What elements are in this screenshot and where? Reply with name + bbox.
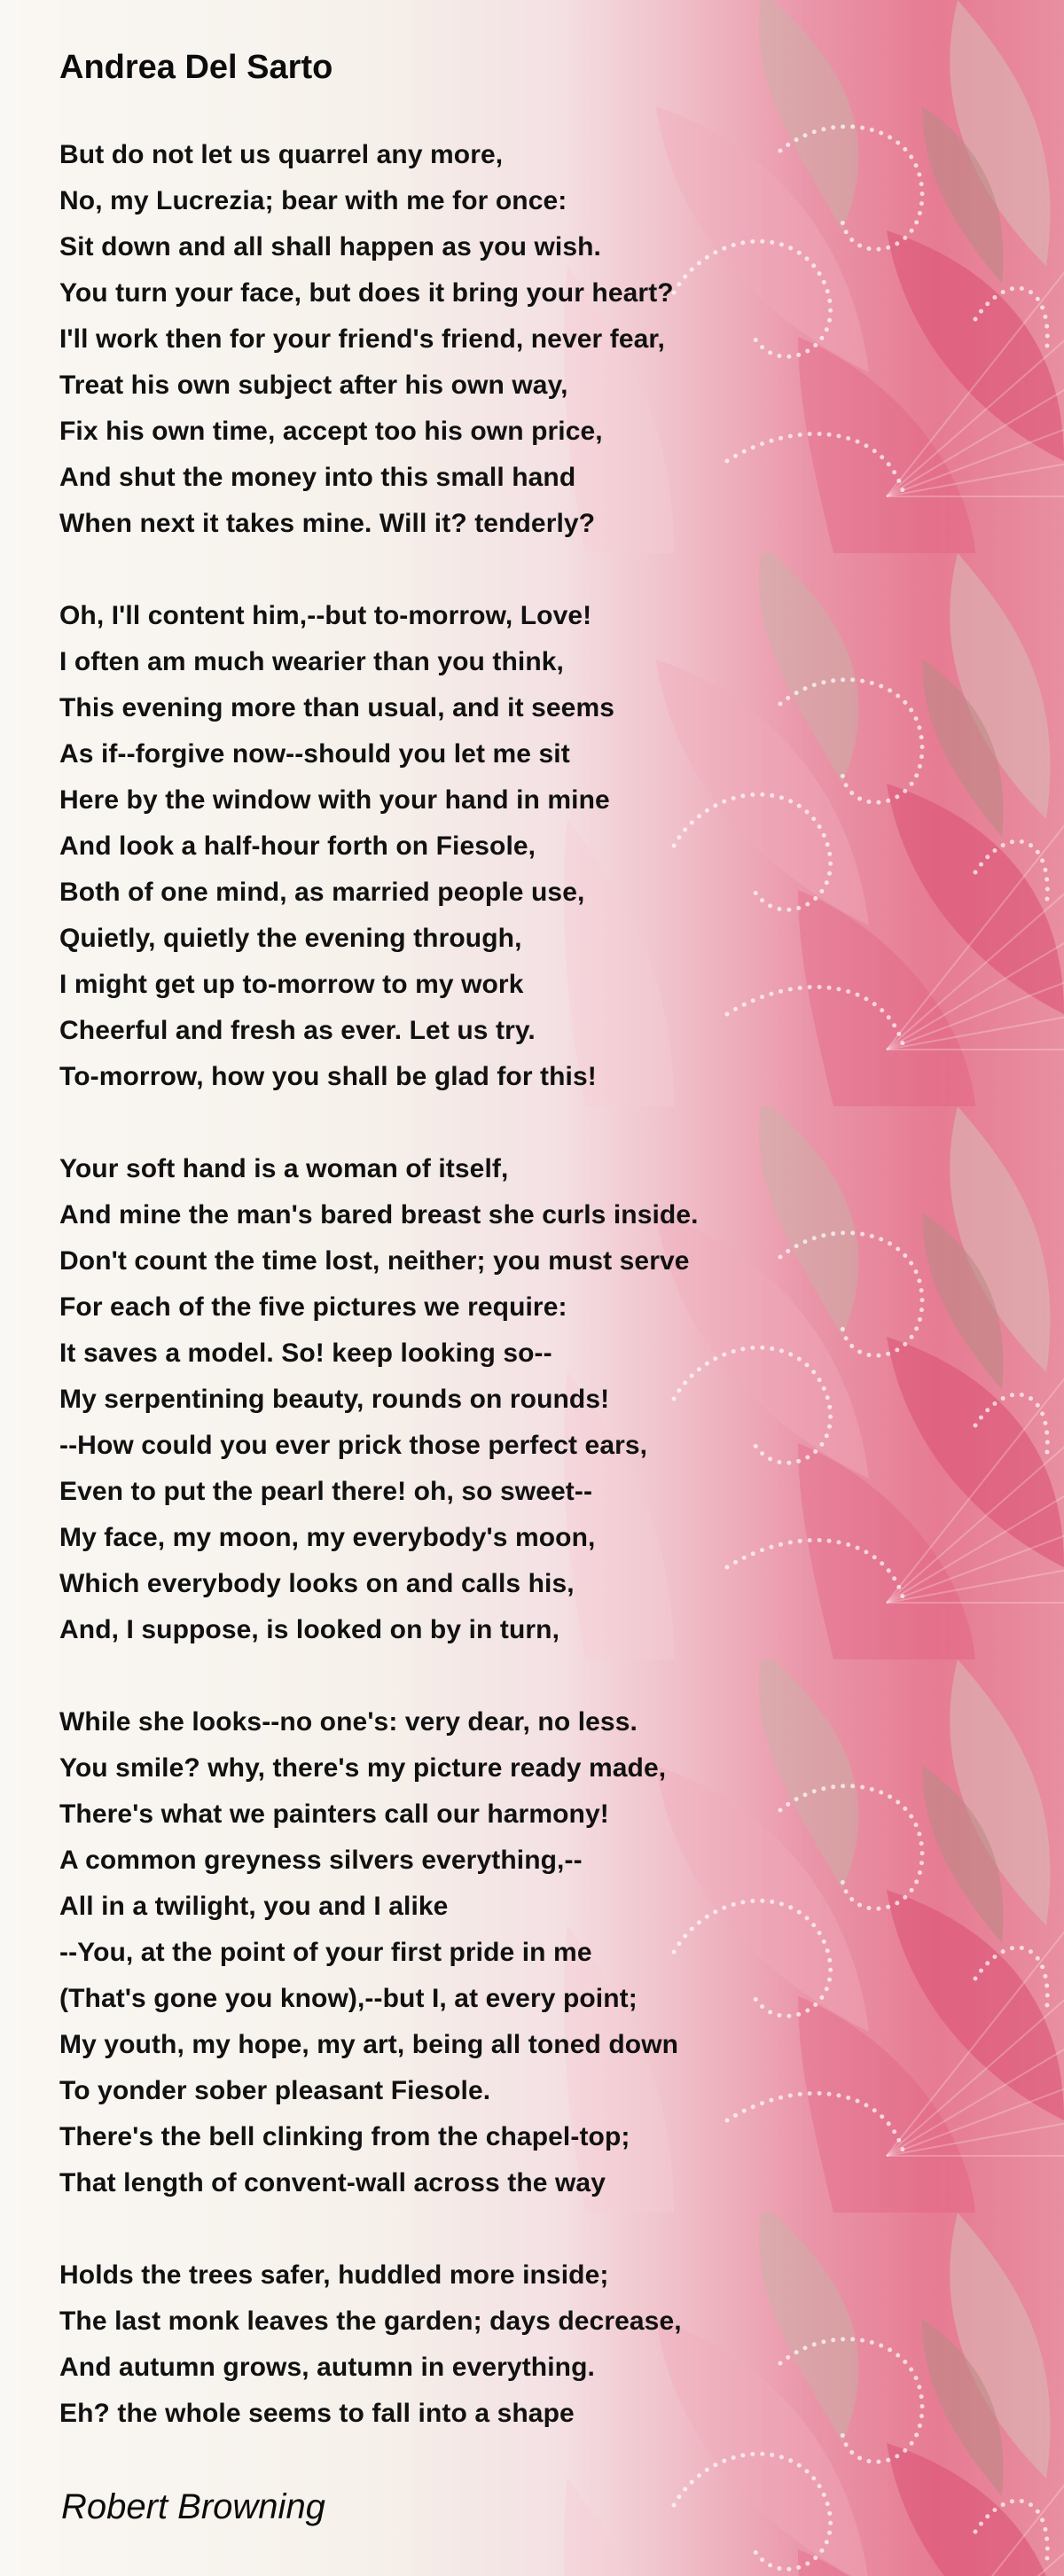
poem-line: I might get up to-morrow to my work (59, 970, 524, 999)
poem-line: No, my Lucrezia; bear with me for once: (59, 186, 567, 215)
poem-author: Robert Browning (61, 2487, 325, 2526)
poem-line: To-morrow, how you shall be glad for this! (59, 1062, 597, 1091)
poem-line: --How could you ever prick those perfect ears, (59, 1431, 648, 1460)
poem-line: A common greyness silvers everything,-- (59, 1846, 583, 1875)
poem-line: You turn your face, but does it bring your heart? (59, 278, 674, 308)
poem-line: And, I suppose, is looked on by in turn, (59, 1615, 560, 1644)
poem-line: My youth, my hope, my art, being all toned down (59, 2030, 679, 2059)
poem-line: Your soft hand is a woman of itself, (59, 1154, 509, 1183)
poem-line: To yonder sober pleasant Fiesole. (59, 2076, 491, 2105)
poem-line: Holds the trees safer, huddled more inside; (59, 2260, 609, 2290)
poem-line: Oh, I'll content him,--but to-morrow, Love! (59, 601, 592, 630)
stanza-3 (59, 1146, 699, 1653)
poem-line: As if--forgive now--should you let me sit (59, 739, 570, 769)
poem-line: That length of convent-wall across the way (59, 2168, 606, 2197)
poem-line: --You, at the point of your first pride in me (59, 1938, 592, 1967)
stanza-4 (59, 1699, 678, 2206)
poem-line: It saves a model. So! keep looking so-- (59, 1339, 552, 1368)
poem-line: This evening more than usual, and it seems (59, 693, 615, 722)
poem-line: Both of one mind, as married people use, (59, 878, 585, 907)
poem-line: There's the bell clinking from the chapel-top; (59, 2122, 630, 2151)
poem-line: Cheerful and fresh as ever. Let us try. (59, 1016, 536, 1045)
poem-line: Quietly, quietly the evening through, (59, 924, 522, 953)
poem-line: While she looks--no one's: very dear, no less. (59, 1707, 638, 1737)
poem-line: Here by the window with your hand in mine (59, 785, 610, 815)
poem-line: But do not let us quarrel any more, (59, 140, 504, 169)
poem-line: My face, my moon, my everybody's moon, (59, 1523, 596, 1552)
poem-line: Treat his own subject after his own way, (59, 371, 568, 400)
poem-line: Even to put the pearl there! oh, so sweet-- (59, 1477, 593, 1506)
poem-line: I often am much wearier than you think, (59, 647, 564, 676)
poem-line: And shut the money into this small hand (59, 463, 576, 492)
poem-line: My serpentining beauty, rounds on rounds! (59, 1385, 610, 1414)
poem-line: And look a half-hour forth on Fiesole, (59, 831, 536, 861)
stanza-1 (59, 132, 674, 547)
poem-title: Andrea Del Sarto (59, 49, 333, 86)
poem-line: Don't count the time lost, neither; you must serve (59, 1246, 690, 1276)
poem-line: Which everybody looks on and calls his, (59, 1569, 575, 1598)
poem-line: The last monk leaves the garden; days decrease, (59, 2307, 682, 2336)
poem-line: All in a twilight, you and I alike (59, 1892, 449, 1921)
poem-line: And mine the man's bared breast she curls inside. (59, 1200, 699, 1229)
poem-line: Sit down and all shall happen as you wish. (59, 232, 601, 262)
poem-line: You smile? why, there's my picture ready made, (59, 1753, 667, 1783)
poem-line: Eh? the whole seems to fall into a shape (59, 2399, 575, 2428)
poem-line: And autumn grows, autumn in everything. (59, 2353, 595, 2382)
poem-line: (That's gone you know),--but I, at every point; (59, 1984, 638, 2013)
poem-line: I'll work then for your friend's friend, never fear, (59, 324, 665, 354)
poem-line: For each of the five pictures we require: (59, 1292, 567, 1322)
poem-line: When next it takes mine. Will it? tenderly? (59, 509, 596, 538)
stanza-2 (59, 593, 614, 1100)
poem-line: Fix his own time, accept too his own price, (59, 417, 603, 446)
stanza-5 (59, 2252, 682, 2437)
poem-line: There's what we painters call our harmony! (59, 1799, 609, 1829)
